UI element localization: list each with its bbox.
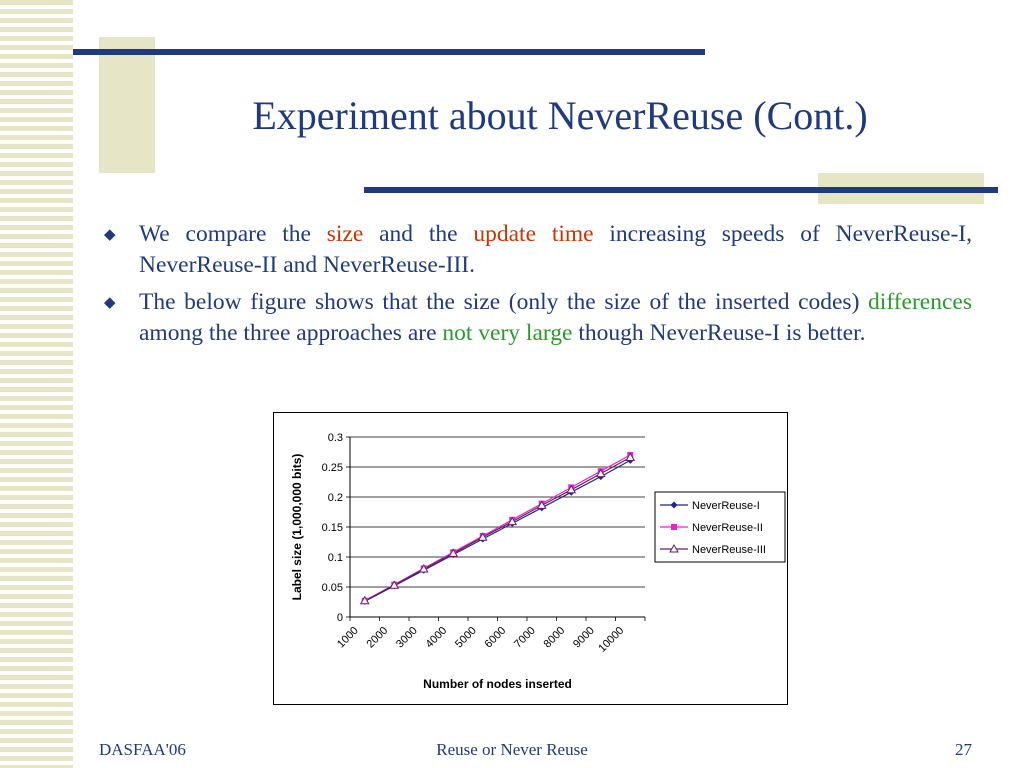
legend-marker <box>671 524 677 530</box>
left-stripe-decoration <box>0 0 73 768</box>
legend-label: NeverReuse-III <box>692 544 766 556</box>
diamond-bullet-icon: ◆ <box>104 295 116 311</box>
highlight-size: size <box>326 221 364 247</box>
y-tick-label: 0.1 <box>327 552 343 564</box>
x-tick-label: 7000 <box>512 624 538 651</box>
bullet-run: The below figure shows that the size (only the size of the inserted codes) <box>139 289 869 315</box>
x-tick-label: 8000 <box>541 624 568 651</box>
x-tick-label: 10000 <box>596 624 627 655</box>
bullet-run: increasing speeds of NeverReuse-I, NeverReuse-II and NeverReuse-III. <box>139 221 972 278</box>
chart-frame <box>273 412 788 705</box>
highlight-not-very-large: not very large <box>442 320 573 346</box>
y-tick-label: 0.2 <box>327 492 343 504</box>
diamond-bullet-icon: ◆ <box>104 227 116 243</box>
title-divider-bar <box>364 187 998 193</box>
title-accent-block <box>99 37 155 173</box>
x-tick-label: 9000 <box>571 624 597 651</box>
highlight-differences: differences <box>868 289 972 315</box>
y-tick-label: 0.15 <box>321 522 343 534</box>
bullet-item <box>104 219 972 281</box>
footer-conference: DASFAA'06 <box>99 740 186 759</box>
x-tick-label: 3000 <box>394 624 420 651</box>
footer-page-number: 27 <box>955 740 972 759</box>
x-tick-label: 6000 <box>482 624 509 651</box>
series-line <box>365 460 631 601</box>
slide-title: Experiment about NeverReuse (Cont.) <box>252 93 868 138</box>
top-divider-bar <box>73 49 705 55</box>
x-tick-label: 1000 <box>335 624 361 651</box>
bullet-item <box>104 287 972 349</box>
footer-title: Reuse or Never Reuse <box>436 740 588 759</box>
legend-label: NeverReuse-I <box>692 500 760 512</box>
bullet-run: though NeverReuse-I is better. <box>572 320 866 346</box>
x-axis-title: Number of nodes inserted <box>423 677 572 691</box>
bullet-text <box>139 219 972 281</box>
bullet-run: among the three approaches are <box>139 320 443 346</box>
y-tick-label: 0.3 <box>327 432 343 444</box>
series-line <box>365 457 631 600</box>
y-axis-title: Label size (1,000,000 bits) <box>290 453 304 601</box>
x-tick-label: 5000 <box>453 624 479 651</box>
highlight-update-time: update time <box>473 221 594 247</box>
y-tick-label: 0.05 <box>321 582 343 594</box>
bullet-run: We compare the <box>139 221 327 247</box>
x-tick-label: 4000 <box>423 624 450 651</box>
x-tick-label: 2000 <box>364 624 391 651</box>
bullet-run: and the <box>363 221 474 247</box>
line-chart <box>274 413 787 704</box>
y-tick-label: 0.25 <box>321 462 343 474</box>
legend-label: NeverReuse-II <box>692 522 763 534</box>
bullet-text <box>139 287 972 349</box>
y-tick-label: 0 <box>336 612 343 624</box>
